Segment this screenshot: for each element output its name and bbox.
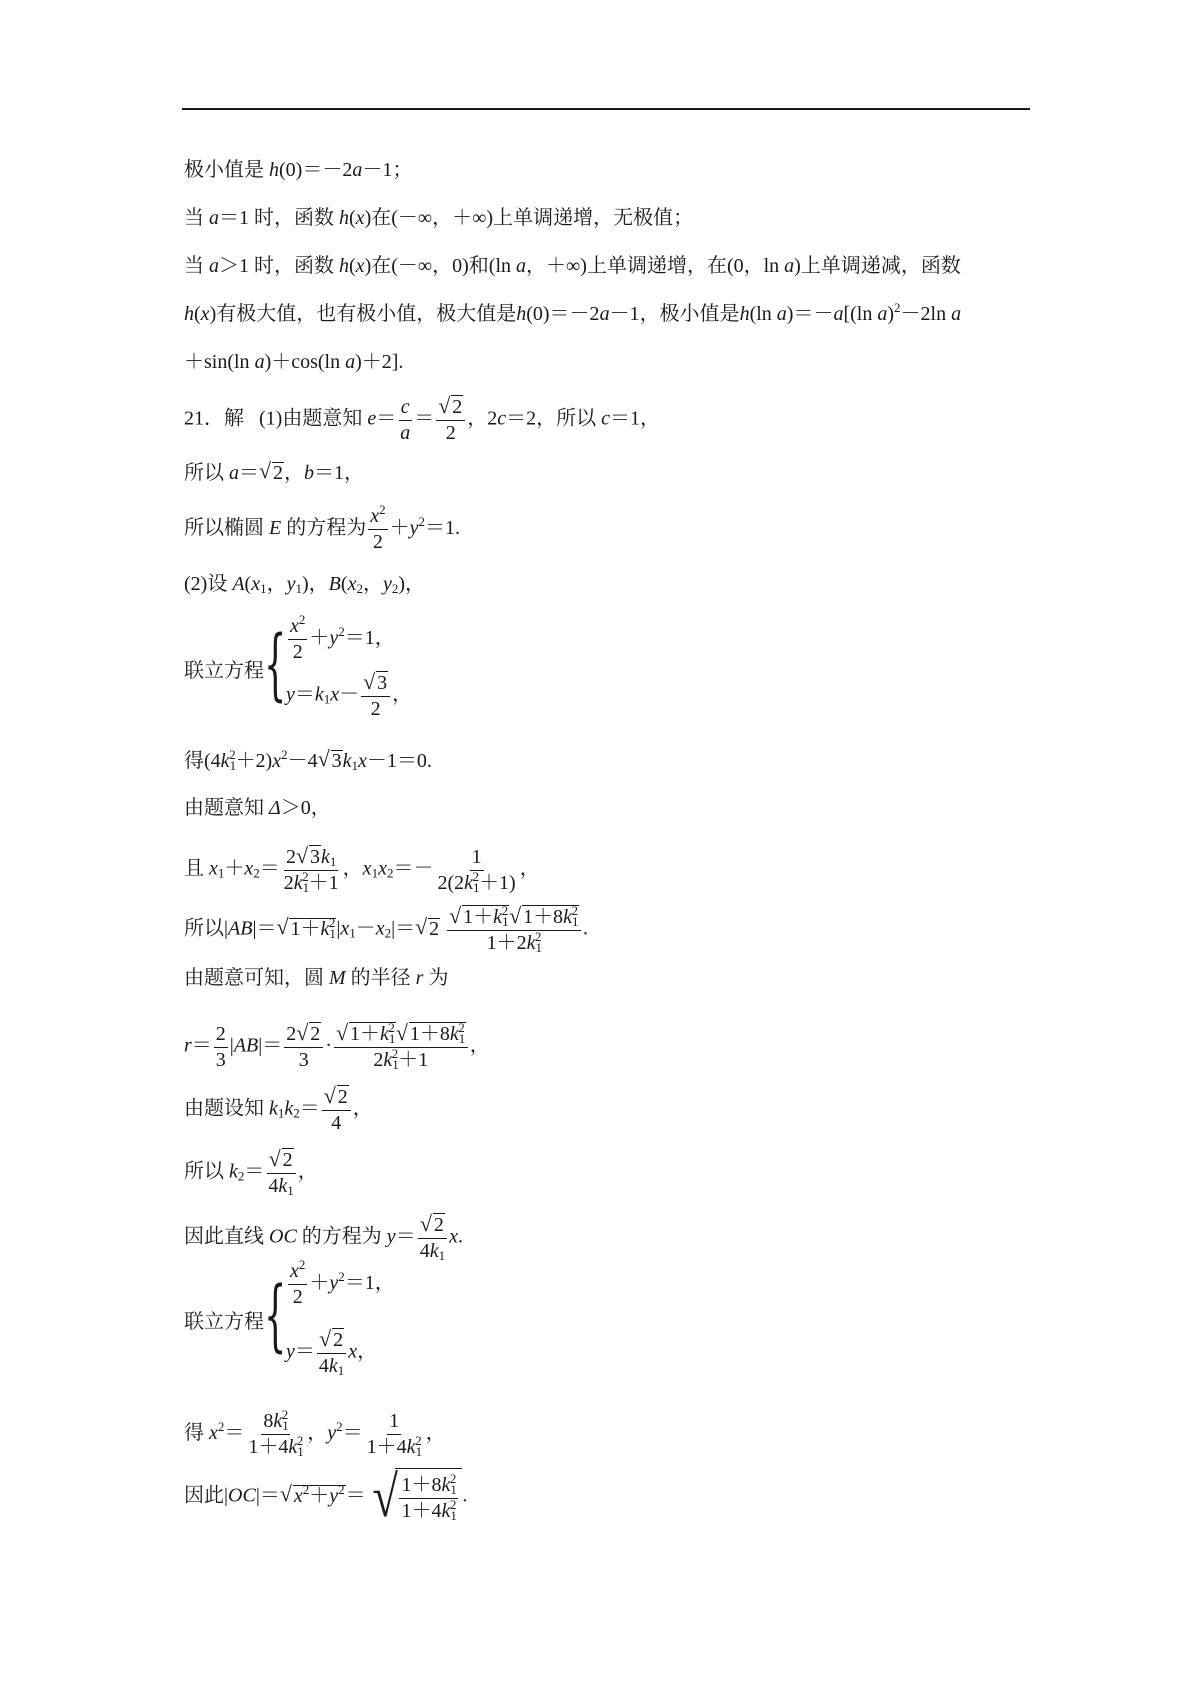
text: 且 — [184, 857, 204, 880]
text: ，＋∞)上单调递增，在(0，ln — [526, 255, 780, 277]
text: ＞1 时，函数 — [219, 255, 334, 277]
text: 得 — [184, 1422, 204, 1445]
line-a-b: 所以 a＝√ 2，b＝1， — [184, 462, 364, 483]
line-extrema: h(x)有极大值，也有极小值，极大值是h(0)＝－2a－1，极小值是h(ln a)＝－a[(ln a)$^2$－2ln a — [184, 300, 962, 325]
line-extrema-cont: ＋sin(ln a)＋cos(ln a)＋2]. — [184, 351, 404, 373]
text: 所以 — [184, 462, 224, 484]
system-2: 联立方程 { $\frac{x^2}{2}$ $+y^2=1$， y＝ √ $\frac{2}{4k_1}$ x， — [184, 1258, 395, 1380]
line-x2-y2: 得 $x^2=$ $\frac{8k_1^2}{1+4k_1^2}$ ，$y^2=$ $\frac{1}{1+4k_1^2}$ ， — [184, 1407, 446, 1459]
text: 在(－∞，＋∞)上单调递增，无极值； — [371, 207, 694, 229]
header-rule — [182, 108, 1030, 110]
text: (1)由题意知 — [259, 407, 363, 430]
line-ellipse-equation: 所以椭圆 E 的方程为 $\frac{x^2}{2}$ $+y^2=1$. — [184, 502, 460, 553]
text: 的半径 — [350, 967, 411, 989]
text: 所以 — [184, 1160, 224, 1183]
text: 在(－∞，0)和(ln — [371, 255, 512, 277]
line-case-a-eq-1: 当 a＝1 时，函数 h(x)在(－∞，＋∞)上单调递增，无极值； — [184, 207, 694, 229]
line-quadratic: 得$(4k_1^2+2)x^2-4√$ $3k_1x-1=0$. — [184, 750, 432, 771]
text: 由题设知 — [184, 1097, 264, 1120]
line-oc-equation: 因此直线 OC 的方程为 y＝ √ $\frac{2}{4k_1}$ x. — [184, 1213, 463, 1263]
q21-part1: 21．解 (1)由题意知 e＝ $\frac{c}{a}$ ＝ √ $\frac{2}{2}$ ，2c＝2，所以 c＝1， — [184, 395, 660, 445]
line-vieta: 且 $x_1+x_2=$ $\frac{2√ 3k_1}{2k_1^2+1}$ ，$x_1x_2=-$ $\frac{1}{2(2k_1^2+1)}$ ， — [184, 845, 540, 895]
text: 联立方程 — [184, 659, 264, 682]
text: )上单调递减，函数 — [794, 255, 961, 277]
text: 所以椭圆 — [184, 517, 264, 540]
text: 由题意可知，圆 — [184, 967, 324, 989]
text: 有极大值，也有极小值，极大值是 — [216, 303, 517, 325]
text: 当 — [184, 207, 204, 229]
line-set-points: (2)设 $A(x_1$，$y_1$)，$B(x_2$，$y_2$)， — [184, 573, 426, 596]
line-k2: 所以 $k_2=$ √ $\frac{2}{4k_1}$ ， — [184, 1148, 318, 1198]
line-case-a-gt-1: 当 a＞1 时，函数 h(x)在(－∞，0)和(ln a，＋∞)上单调递增，在(0，ln a)上单调递减，函数 — [184, 255, 961, 277]
text: ＝1 时，函数 — [219, 207, 334, 229]
text: 联立方程 — [184, 1310, 264, 1333]
brace: { — [264, 620, 287, 710]
text: 为 — [428, 967, 449, 989]
text: 当 — [184, 255, 204, 277]
text: 由题意知 — [184, 797, 264, 819]
text: 因此直线 — [184, 1225, 264, 1248]
line-radius-intro: 由题意可知，圆 M 的半径 r 为 — [184, 967, 449, 989]
text: 的方程为 — [286, 517, 367, 540]
text: (2)设 — [184, 573, 228, 595]
text: 得 — [184, 750, 204, 772]
line-min-value: 极小值是 h(0)＝－2a－1； — [184, 159, 413, 181]
line-k1k2: 由题设知 $k_1k_2=$ √ $\frac{2}{4}$ ， — [184, 1085, 373, 1135]
question-number: 21．解 — [184, 407, 244, 430]
line-radius: r＝ $\frac{2}{3}$ |AB|＝ $\frac{2√ 2}{3}$ · √ $\frac{1+k_1^2√ 1+8k_1^2}{2k_1^2+1}$ ， — [184, 1022, 490, 1072]
line-delta: 由题意知 Δ＞0， — [184, 797, 331, 819]
text: 极小值是 — [184, 159, 264, 181]
text: 的方程为 — [301, 1225, 382, 1248]
line-ab-length: 所以|AB|＝√ $1+k_1^2|x_1-x_2|=√$ 2 √ $\frac{1+k_1^2√ 1+8k_1^2}{1+2k_1^2}$ . — [184, 905, 588, 955]
line-oc-length: 因此|OC|＝√ $x^2+y^2=$ √ $\frac{1+8k_1^2}{1+4k_1^2}$ . — [184, 1468, 467, 1526]
system-1: 联立方程 { $\frac{x^2}{2}$ $+y^2=1$， $y=k_1x-$ √ $\frac{3}{2}$ ， — [184, 612, 412, 724]
text: ，极小值是 — [639, 303, 740, 325]
brace: { — [264, 1271, 287, 1361]
